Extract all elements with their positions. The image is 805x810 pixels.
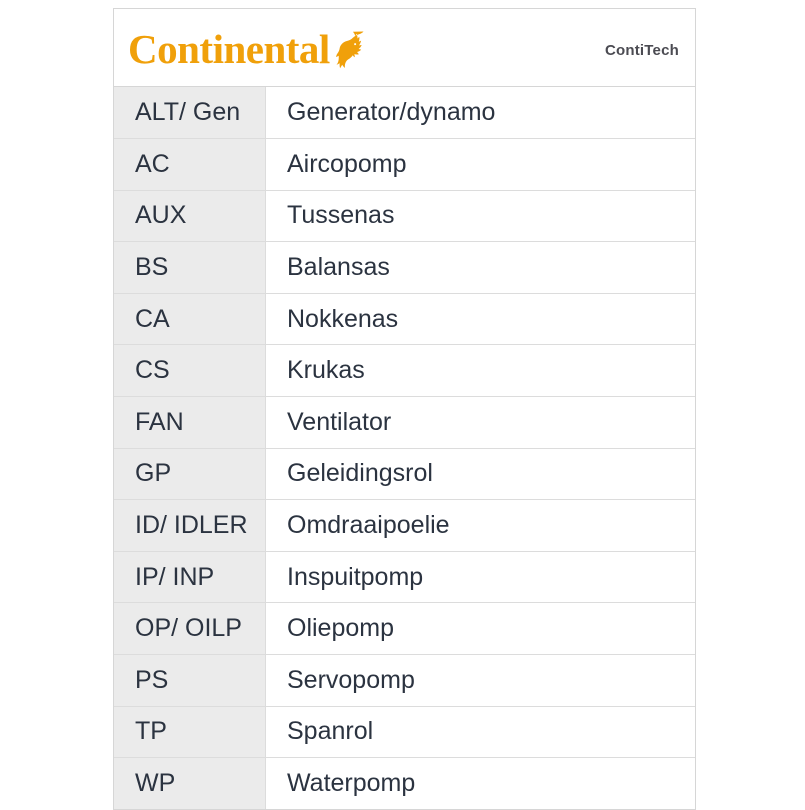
table-row <box>114 655 695 707</box>
table-row <box>114 758 695 810</box>
code-text: BS <box>135 253 169 282</box>
table-row <box>114 706 695 758</box>
code-text: ALT/ Gen <box>135 98 241 127</box>
table-cell-code <box>114 500 266 552</box>
table-cell-description <box>266 190 696 242</box>
table-cell-code <box>114 242 266 294</box>
code-text: GP <box>135 459 172 488</box>
description-text: Krukas <box>287 356 365 385</box>
table-cell-description <box>266 603 696 655</box>
table-cell-code <box>114 655 266 707</box>
table-cell-description <box>266 655 696 707</box>
table-cell-code <box>114 293 266 345</box>
table-cell-code <box>114 139 266 191</box>
table-cell-description <box>266 345 696 397</box>
description-text: Omdraaipoelie <box>287 511 450 540</box>
table-cell-code <box>114 190 266 242</box>
prancing-horse-icon <box>332 27 372 71</box>
table-row <box>114 345 695 397</box>
description-text: Geleidingsrol <box>287 459 433 488</box>
table-cell-description <box>266 293 696 345</box>
table-row <box>114 448 695 500</box>
code-text: FAN <box>135 407 184 436</box>
table-row <box>114 551 695 603</box>
code-text: ID/ IDLER <box>135 511 248 540</box>
code-text: TP <box>135 717 167 746</box>
abbreviation-table-card <box>113 8 696 810</box>
description-text: Spanrol <box>287 717 374 746</box>
description-text: Balansas <box>287 253 390 282</box>
brand-wordmark: Continental <box>128 26 330 72</box>
table-cell-code <box>114 603 266 655</box>
brand-header <box>114 9 695 87</box>
table-cell-code <box>114 551 266 603</box>
table-cell-code <box>114 397 266 449</box>
table-row <box>114 500 695 552</box>
code-text: OP/ OILP <box>135 614 242 643</box>
description-text: Oliepomp <box>287 614 394 643</box>
table-cell-description <box>266 242 696 294</box>
table-cell-description <box>266 448 696 500</box>
table-row <box>114 190 695 242</box>
code-text: CA <box>135 304 170 333</box>
table-cell-description <box>266 139 696 191</box>
description-text: Aircopomp <box>287 149 407 178</box>
table-cell-code <box>114 448 266 500</box>
table-cell-code <box>114 758 266 810</box>
description-text: Waterpomp <box>287 769 416 798</box>
code-text: CS <box>135 356 170 385</box>
table-cell-description <box>266 87 696 139</box>
code-text: AC <box>135 149 170 178</box>
description-text: Ventilator <box>287 407 392 436</box>
table-cell-code <box>114 706 266 758</box>
table-cell-code <box>114 87 266 139</box>
table-cell-description <box>266 706 696 758</box>
table-row <box>114 397 695 449</box>
table-row <box>114 139 695 191</box>
code-text: WP <box>135 769 176 798</box>
description-text: Tussenas <box>287 201 395 230</box>
table-cell-description <box>266 500 696 552</box>
table-row <box>114 87 695 139</box>
table-row <box>114 242 695 294</box>
description-text: Generator/dynamo <box>287 98 496 127</box>
table-cell-description <box>266 397 696 449</box>
table-cell-code <box>114 345 266 397</box>
table-cell-description <box>266 758 696 810</box>
description-text: Nokkenas <box>287 304 399 333</box>
description-text: Servopomp <box>287 665 415 694</box>
code-text: AUX <box>135 201 187 230</box>
continental-logo <box>128 27 372 71</box>
code-text: PS <box>135 665 169 694</box>
table-row <box>114 293 695 345</box>
description-text: Inspuitpomp <box>287 562 424 591</box>
table-row <box>114 603 695 655</box>
code-text: IP/ INP <box>135 562 215 591</box>
brand-subline: ContiTech <box>604 42 679 59</box>
table-cell-description <box>266 551 696 603</box>
abbreviation-table <box>114 87 695 809</box>
